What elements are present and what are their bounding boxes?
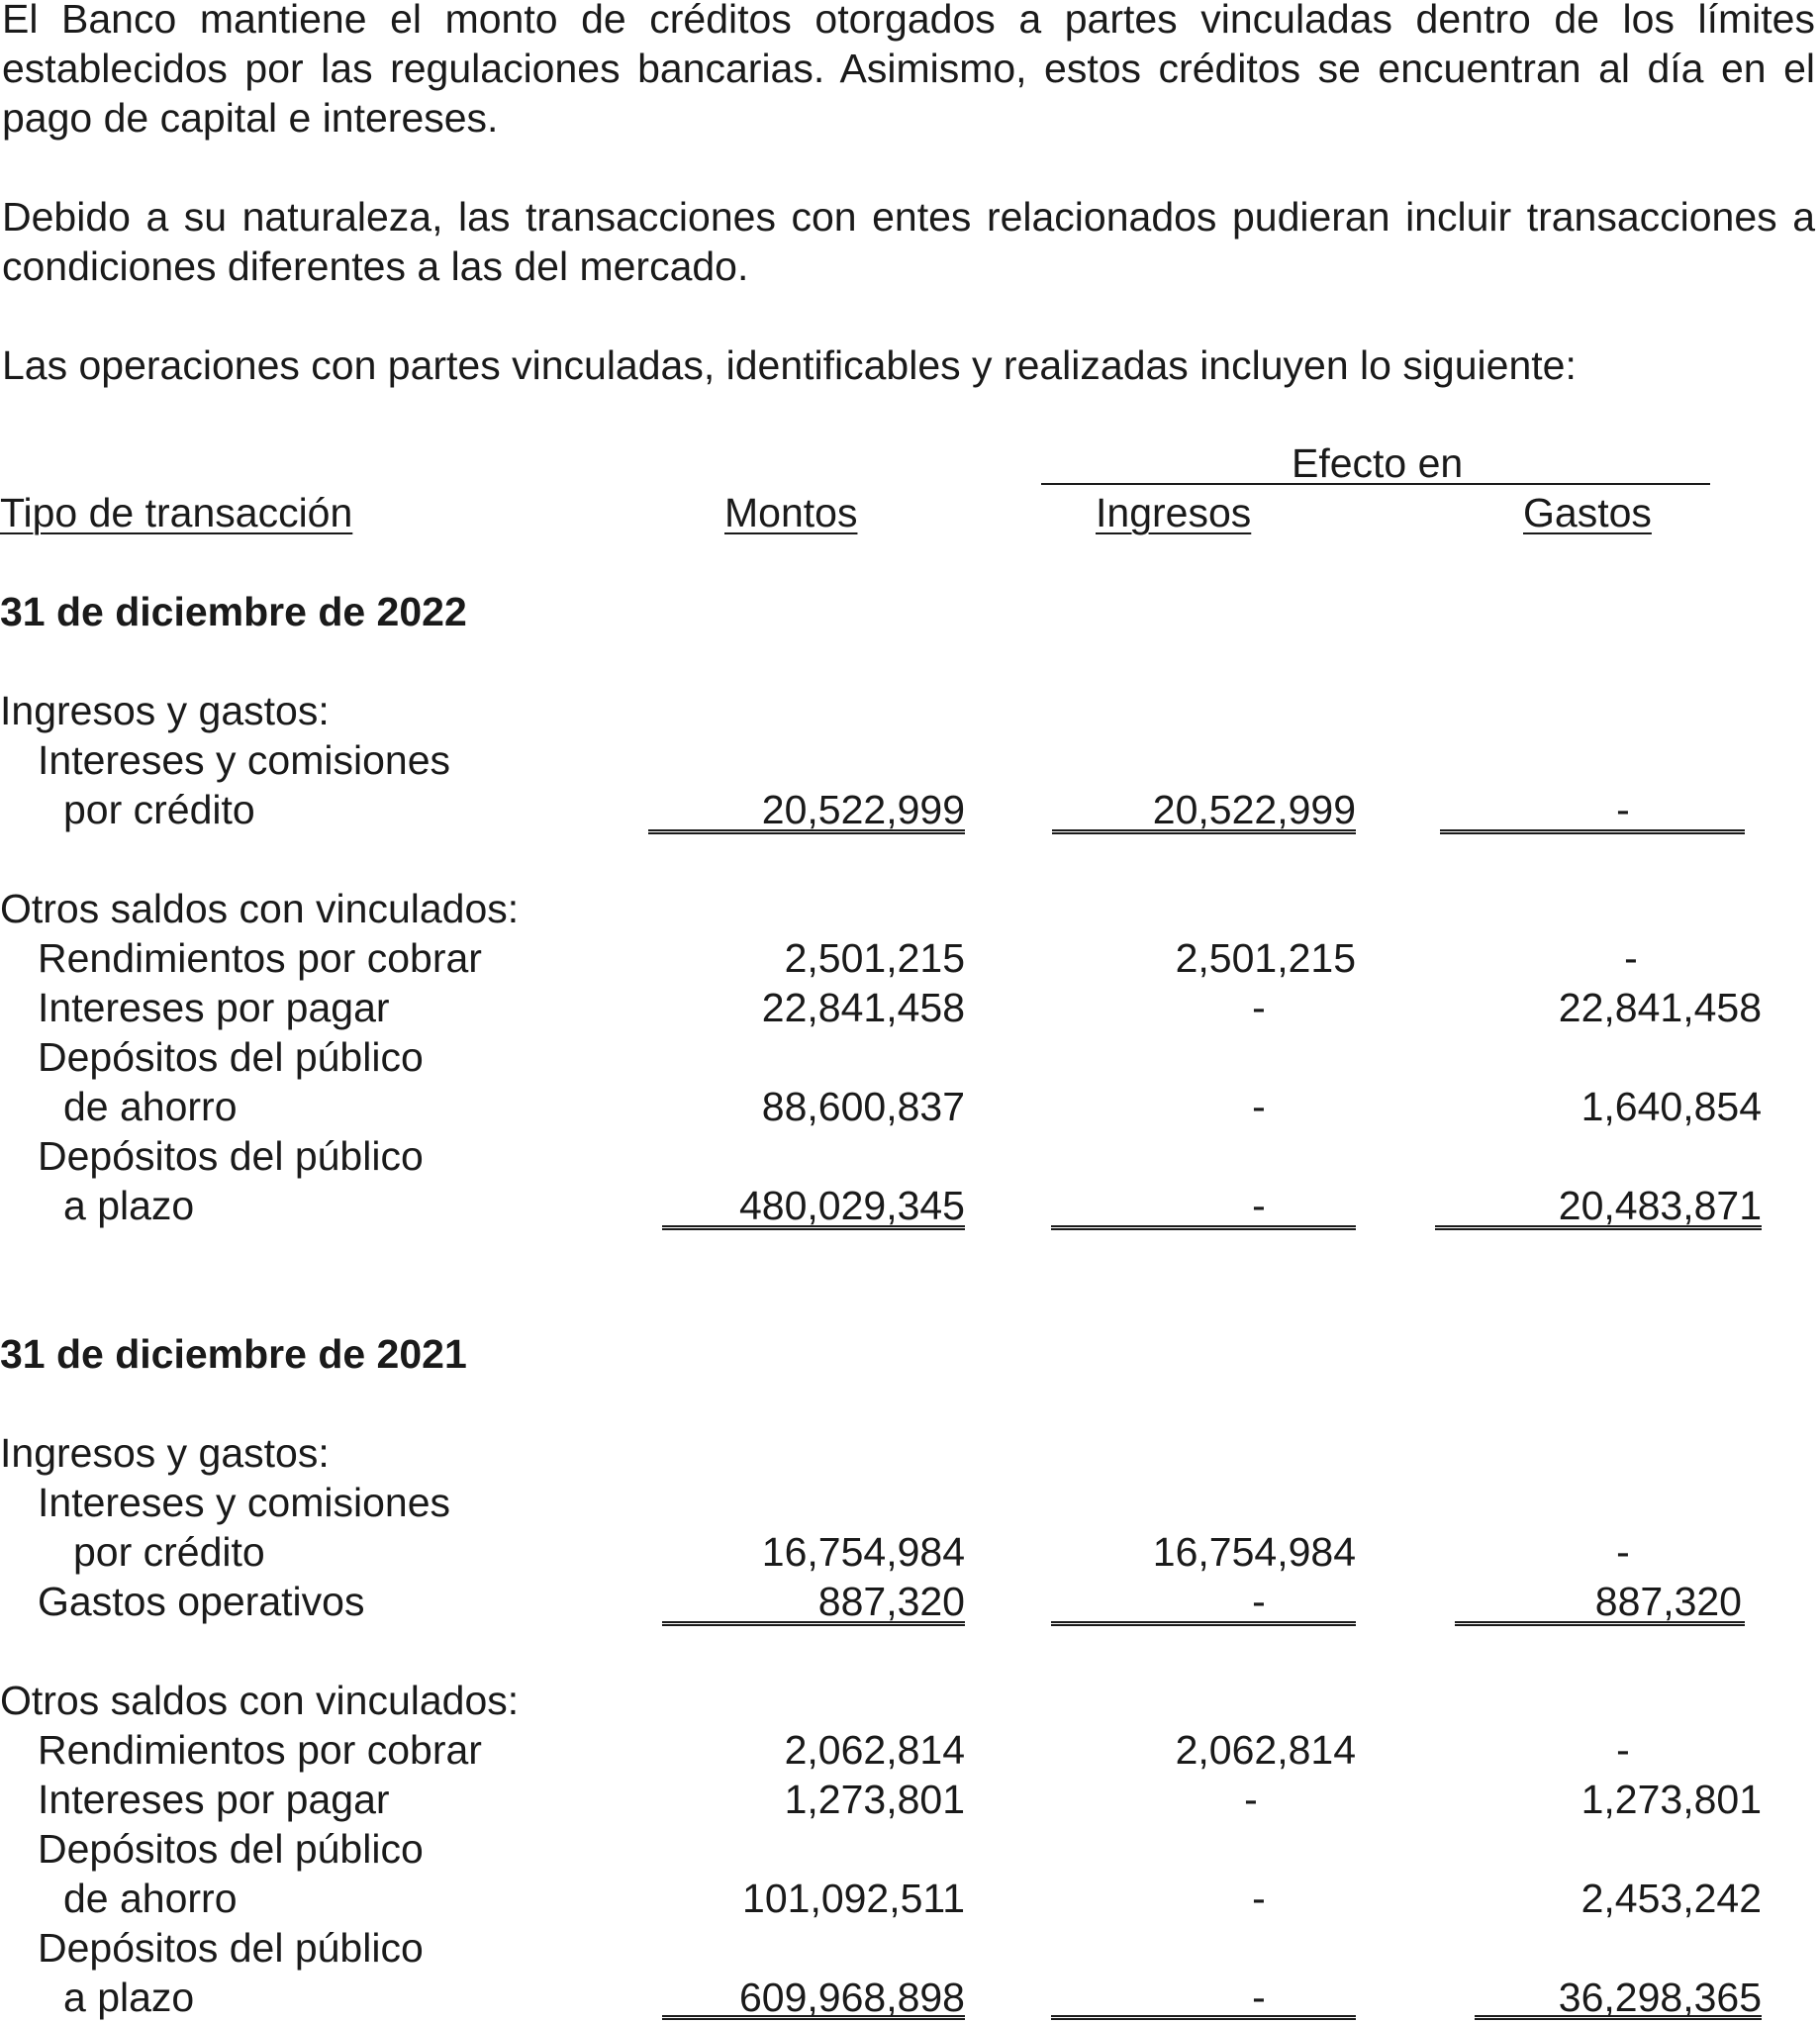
value-icc-montos-2022: 20,522,999	[761, 787, 965, 832]
value-icc-gastos-2021: -	[1616, 1529, 1630, 1575]
value-rend-montos-2021: 2,062,814	[784, 1727, 965, 1773]
label-icc-line1-2021: Intereses y comisiones	[38, 1480, 451, 1525]
label-dpa-line1-2021: Depósitos del público	[38, 1826, 424, 1872]
value-gop-montos-2021: 887,320	[817, 1579, 965, 1624]
double-underline	[662, 2015, 965, 2020]
double-underline	[662, 1621, 965, 1626]
value-ipp-montos-2021: 1,273,801	[784, 1777, 965, 1822]
label-dpp-line1-2022: Depósitos del público	[38, 1133, 424, 1179]
label-dpa-line2-2021: de ahorro	[63, 1876, 238, 1921]
value-ipp-gastos-2022: 22,841,458	[1558, 985, 1762, 1030]
value-rend-montos-2022: 2,501,215	[784, 935, 965, 981]
label-dpp-line1-2021: Depósitos del público	[38, 1925, 424, 1971]
value-dpa-montos-2021: 101,092,511	[742, 1876, 965, 1921]
header-gastos: Gastos	[1523, 490, 1652, 535]
header-ingresos: Ingresos	[1096, 490, 1252, 535]
label-dpp-line2-2021: a plazo	[63, 1975, 195, 2020]
intro-paragraph-3: Las operaciones con partes vinculadas, identificables y realizadas incluyen lo siguiente:	[2, 342, 1577, 388]
value-dpp-gastos-2022: 20,483,871	[1558, 1183, 1762, 1228]
label-intereses-pagar-2021: Intereses por pagar	[38, 1777, 390, 1822]
header-efecto-en: Efecto en	[1292, 440, 1464, 486]
double-underline	[1440, 829, 1745, 834]
label-otros-saldos-2021: Otros saldos con vinculados:	[0, 1678, 520, 1723]
value-rend-gastos-2021: -	[1616, 1727, 1630, 1773]
intro-paragraph-2: Debido a su naturaleza, las transacciones con entes relacionados pudieran incluir transacciones a condiciones diferentes a las del mercado.	[2, 194, 1815, 289]
value-icc-ingresos-2021: 16,754,984	[1152, 1529, 1356, 1575]
label-icc-line1-2022: Intereses y comisiones	[38, 737, 451, 783]
value-gop-ingresos-2021: -	[1252, 1579, 1266, 1624]
double-underline	[1052, 829, 1356, 834]
intro-paragraph-1: El Banco mantiene el monto de créditos otorgados a partes vinculadas dentro de los límites establecidos por las regulaciones bancarias. Asimismo, estos créditos se encuentran al día en el pago de capital e intereses.	[2, 0, 1815, 141]
double-underline	[1051, 1621, 1356, 1626]
label-dpa-line1-2022: Depósitos del público	[38, 1034, 424, 1080]
double-underline	[1051, 2015, 1356, 2020]
value-dpa-ingresos-2021: -	[1252, 1876, 1266, 1921]
double-underline	[648, 829, 965, 834]
label-intereses-pagar-2022: Intereses por pagar	[38, 985, 390, 1030]
label-dpa-line2-2022: de ahorro	[63, 1084, 238, 1129]
value-icc-gastos-2022: -	[1616, 787, 1630, 832]
label-rendimientos-2021: Rendimientos por cobrar	[38, 1727, 482, 1773]
double-underline	[1435, 1225, 1762, 1230]
label-rendimientos-2022: Rendimientos por cobrar	[38, 935, 482, 981]
double-underline	[1455, 1621, 1745, 1626]
value-dpa-montos-2022: 88,600,837	[761, 1084, 965, 1129]
value-dpp-ingresos-2022: -	[1252, 1183, 1266, 1228]
value-ipp-ingresos-2022: -	[1252, 985, 1266, 1030]
value-icc-ingresos-2022: 20,522,999	[1152, 787, 1356, 832]
value-rend-ingresos-2021: 2,062,814	[1175, 1727, 1356, 1773]
header-montos: Montos	[724, 490, 858, 535]
value-dpa-gastos-2022: 1,640,854	[1581, 1084, 1762, 1129]
header-tipo-transaccion: Tipo de transacción	[0, 490, 353, 535]
double-underline	[662, 1225, 965, 1230]
section-title-2021: 31 de diciembre de 2021	[0, 1331, 467, 1377]
value-ipp-montos-2022: 22,841,458	[761, 985, 965, 1030]
label-otros-saldos-2022: Otros saldos con vinculados:	[0, 886, 520, 931]
value-dpa-ingresos-2022: -	[1252, 1084, 1266, 1129]
value-dpp-montos-2021: 609,968,898	[738, 1975, 965, 2020]
value-rend-gastos-2022: -	[1624, 935, 1638, 981]
value-ipp-gastos-2021: 1,273,801	[1581, 1777, 1762, 1822]
value-dpp-ingresos-2021: -	[1252, 1975, 1266, 2020]
label-ingresos-gastos-2022: Ingresos y gastos:	[0, 688, 330, 733]
value-dpp-gastos-2021: 36,298,365	[1558, 1975, 1762, 2020]
label-gastos-operativos-2021: Gastos operativos	[38, 1579, 365, 1624]
value-rend-ingresos-2022: 2,501,215	[1175, 935, 1356, 981]
double-underline	[1051, 1225, 1356, 1230]
value-icc-montos-2021: 16,754,984	[761, 1529, 965, 1575]
label-dpp-line2-2022: a plazo	[63, 1183, 195, 1228]
value-ipp-ingresos-2021: -	[1244, 1777, 1258, 1822]
value-dpa-gastos-2021: 2,453,242	[1581, 1876, 1762, 1921]
section-title-2022: 31 de diciembre de 2022	[0, 589, 467, 634]
value-dpp-montos-2022: 480,029,345	[738, 1183, 965, 1228]
value-gop-gastos-2021: 887,320	[1594, 1579, 1742, 1624]
label-icc-line2-2021: por crédito	[73, 1529, 265, 1575]
double-underline	[1475, 2015, 1762, 2020]
label-ingresos-gastos-2021: Ingresos y gastos:	[0, 1430, 330, 1476]
label-icc-line2-2022: por crédito	[63, 787, 255, 832]
